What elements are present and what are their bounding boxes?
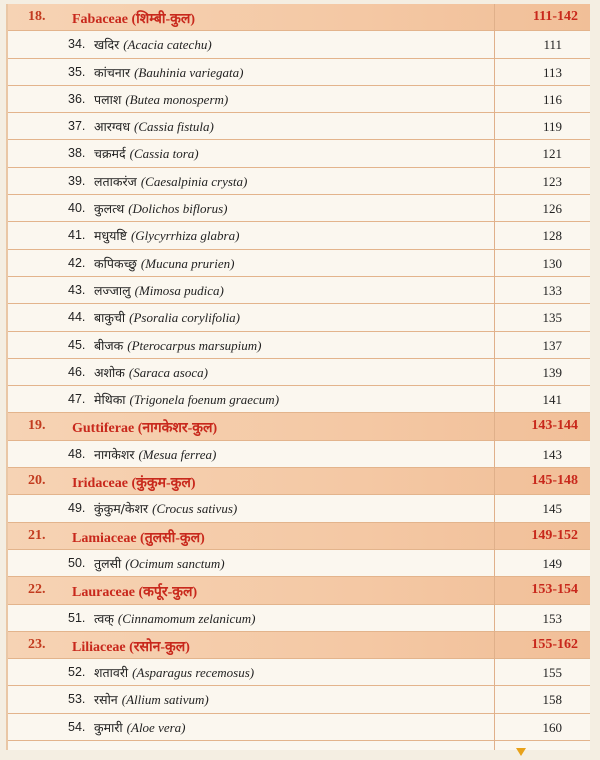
entry-row — [8, 441, 590, 468]
entry-hindi-text: मेथिका — [94, 392, 126, 408]
family-name: Guttiferae (नागकेशर-कुल) — [72, 421, 218, 437]
entry-row — [8, 659, 590, 686]
entry-hindi-name — [94, 145, 199, 162]
family-name: Lauraceae (कर्पूर-कुल) — [72, 585, 198, 601]
entry-hindi-name — [94, 309, 240, 326]
corner-marker-icon — [516, 748, 526, 756]
entry-number: 41. — [68, 228, 86, 243]
entry-number: 50. — [68, 555, 86, 570]
entry-hindi-name — [94, 255, 234, 272]
entry-latin-name: (Pterocarpus marsupium) — [127, 337, 262, 353]
entry-hindi-text: रसोन — [94, 692, 118, 708]
entry-number: 51. — [68, 610, 86, 625]
entry-hindi-text: कुमारी — [94, 719, 123, 735]
entry-number: 35. — [68, 64, 86, 79]
entry-hindi-name — [94, 200, 228, 217]
entry-row — [8, 686, 590, 713]
entry-latin-name: (Mucuna prurien) — [140, 255, 235, 271]
entry-hindi-text: नागकेशर — [94, 446, 135, 462]
entry-latin-name: (Aloe vera) — [126, 719, 186, 735]
entry-page-number: 145 — [542, 501, 562, 517]
family-name: Fabaceae (शिम्बी-कुल) — [72, 12, 196, 27]
entry-row — [8, 113, 590, 140]
entry-hindi-text: बीजक — [94, 337, 124, 353]
entry-hindi-text: कुलत्थ — [94, 201, 125, 217]
entry-page-number: 137 — [542, 337, 562, 353]
family-name: Liliaceae (रसोन-कुल) — [72, 639, 190, 655]
entry-latin-name: (Mesua ferrea) — [138, 446, 217, 462]
entry-hindi-name — [94, 118, 214, 135]
entry-number: 44. — [68, 310, 86, 325]
entry-page-number: 153 — [542, 610, 562, 626]
entry-number: 34. — [68, 37, 86, 52]
entry-page-number: 149 — [542, 555, 562, 571]
entry-hindi-text: मधुयष्टि — [94, 228, 127, 244]
entry-row — [8, 495, 590, 522]
entry-row — [8, 250, 590, 277]
entry-hindi-name — [94, 173, 247, 190]
entry-row — [8, 222, 590, 249]
family-number: 23. — [28, 636, 46, 652]
entry-page-number: 121 — [542, 146, 562, 162]
entry-latin-name: (Glycyrrhiza glabra) — [130, 228, 240, 244]
entry-row — [8, 550, 590, 577]
entry-hindi-text: खदिर — [94, 37, 120, 53]
entry-hindi-text: लज्जालु — [94, 282, 131, 298]
entry-row — [8, 359, 590, 386]
entry-hindi-text: पलाश — [94, 91, 122, 107]
entry-hindi-name — [94, 282, 224, 299]
entry-hindi-name — [94, 555, 225, 572]
entry-row — [8, 304, 590, 331]
entry-hindi-text: बाकुची — [94, 310, 126, 326]
entry-hindi-text: कपिकच्छु — [94, 255, 137, 271]
entry-page-number: 111 — [543, 37, 562, 53]
entry-latin-name: (Butea monosperm) — [125, 91, 229, 107]
entry-page-number: 158 — [542, 692, 562, 708]
entry-hindi-name — [94, 446, 216, 463]
family-row — [8, 4, 590, 31]
entry-page-number: 160 — [542, 719, 562, 735]
entry-number: 48. — [68, 446, 86, 461]
entry-row — [8, 195, 590, 222]
entry-page-number: 128 — [542, 228, 562, 244]
entry-row — [8, 168, 590, 195]
entry-hindi-name — [94, 364, 208, 381]
family-number: 18. — [28, 9, 46, 24]
entry-row — [8, 386, 590, 413]
family-row — [8, 413, 590, 440]
family-number: 21. — [28, 527, 46, 543]
family-page-range: 145-148 — [531, 473, 578, 489]
family-page-range: 149-152 — [531, 527, 578, 543]
entry-hindi-name — [94, 227, 239, 244]
entry-hindi-text: त्वक् — [94, 610, 114, 626]
entry-hindi-text: कुंकुम/केशर — [94, 501, 149, 517]
entry-latin-name: (Crocus sativus) — [152, 501, 238, 517]
entry-row — [8, 332, 590, 359]
entry-number: 37. — [68, 119, 86, 134]
entry-latin-name: (Saraca asoca) — [128, 364, 208, 380]
entry-number: 54. — [68, 719, 86, 734]
entry-page-number: 123 — [542, 173, 562, 189]
entry-page-number: 135 — [542, 310, 562, 326]
entry-latin-name: (Dolichos biflorus) — [128, 201, 228, 217]
entry-hindi-name — [94, 391, 279, 408]
entry-hindi-name — [94, 337, 261, 354]
family-number: 19. — [28, 418, 46, 434]
table-of-contents — [8, 4, 590, 741]
entry-number: 40. — [68, 201, 86, 216]
entry-hindi-name — [94, 500, 237, 517]
entry-hindi-text: कांचनार — [94, 64, 131, 80]
entry-number: 36. — [68, 91, 86, 106]
family-number: 22. — [28, 582, 46, 598]
entry-latin-name: (Caesalpinia crysta) — [140, 173, 248, 189]
family-page-range: 143-144 — [531, 418, 578, 434]
entry-row — [8, 86, 590, 113]
family-row — [8, 523, 590, 550]
entry-number: 45. — [68, 337, 86, 352]
entry-hindi-text: तुलसी — [94, 555, 122, 571]
entry-hindi-text: आरग्वध — [94, 119, 131, 135]
family-row — [8, 468, 590, 495]
entry-page-number: 155 — [542, 665, 562, 681]
entry-latin-name: (Cassia tora) — [129, 146, 199, 162]
entry-page-number: 119 — [542, 119, 562, 135]
entry-page-number: 116 — [542, 91, 562, 107]
entry-latin-name: (Trigonela foenum graecum) — [129, 392, 280, 408]
entry-page-number: 126 — [542, 201, 562, 217]
entry-hindi-name — [94, 36, 212, 53]
entry-latin-name: (Bauhinia variegata) — [134, 64, 244, 80]
family-page-range: 155-162 — [531, 636, 578, 652]
page-column-divider — [494, 4, 495, 750]
entry-hindi-text: चक्रमर्द — [94, 146, 126, 162]
family-number: 20. — [28, 473, 46, 489]
entry-page-number: 139 — [542, 364, 562, 380]
entry-number: 52. — [68, 665, 86, 680]
entry-page-number: 133 — [542, 282, 562, 298]
entry-page-number: 143 — [542, 446, 562, 462]
entry-hindi-name — [94, 91, 228, 108]
entry-latin-name: (Psoralia corylifolia) — [129, 310, 241, 326]
entry-number: 42. — [68, 255, 86, 270]
entry-page-number: 130 — [542, 255, 562, 271]
entry-row — [8, 714, 590, 741]
entry-number: 46. — [68, 364, 86, 379]
entry-latin-name: (Mimosa pudica) — [134, 282, 224, 298]
entry-latin-name: (Asparagus recemosus) — [132, 665, 255, 681]
entry-hindi-name — [94, 719, 186, 736]
entry-latin-name: (Acacia catechu) — [123, 37, 212, 53]
entry-latin-name: (Cassia fistula) — [134, 119, 214, 135]
entry-number: 39. — [68, 173, 86, 188]
family-row — [8, 632, 590, 659]
family-name: Iridaceae (कुंकुम-कुल) — [72, 476, 196, 492]
family-name: Lamiaceae (तुलसी-कुल) — [72, 530, 205, 546]
entry-hindi-text: लताकरंज — [94, 173, 137, 189]
entry-page-number: 113 — [542, 64, 562, 80]
book-page — [6, 4, 590, 750]
entry-row — [8, 277, 590, 304]
entry-hindi-text: अशोक — [94, 364, 125, 380]
entry-row — [8, 140, 590, 167]
family-page-range: 111-142 — [532, 9, 578, 24]
entry-number: 53. — [68, 692, 86, 707]
entry-latin-name: (Allium sativum) — [121, 692, 209, 708]
entry-hindi-text: शतावरी — [94, 665, 129, 681]
family-row — [8, 577, 590, 604]
entry-number: 49. — [68, 501, 86, 516]
entry-hindi-name — [94, 610, 255, 627]
entry-number: 47. — [68, 392, 86, 407]
entry-latin-name: (Cinnamomum zelanicum) — [117, 610, 256, 626]
entry-row — [8, 31, 590, 58]
entry-hindi-name — [94, 691, 209, 708]
entry-number: 43. — [68, 282, 86, 297]
entry-row — [8, 605, 590, 632]
entry-page-number: 141 — [542, 392, 562, 408]
entry-number: 38. — [68, 146, 86, 161]
family-page-range: 153-154 — [531, 582, 578, 598]
entry-hindi-name — [94, 664, 254, 681]
entry-latin-name: (Ocimum sanctum) — [125, 555, 225, 571]
entry-row — [8, 59, 590, 86]
entry-hindi-name — [94, 64, 243, 81]
